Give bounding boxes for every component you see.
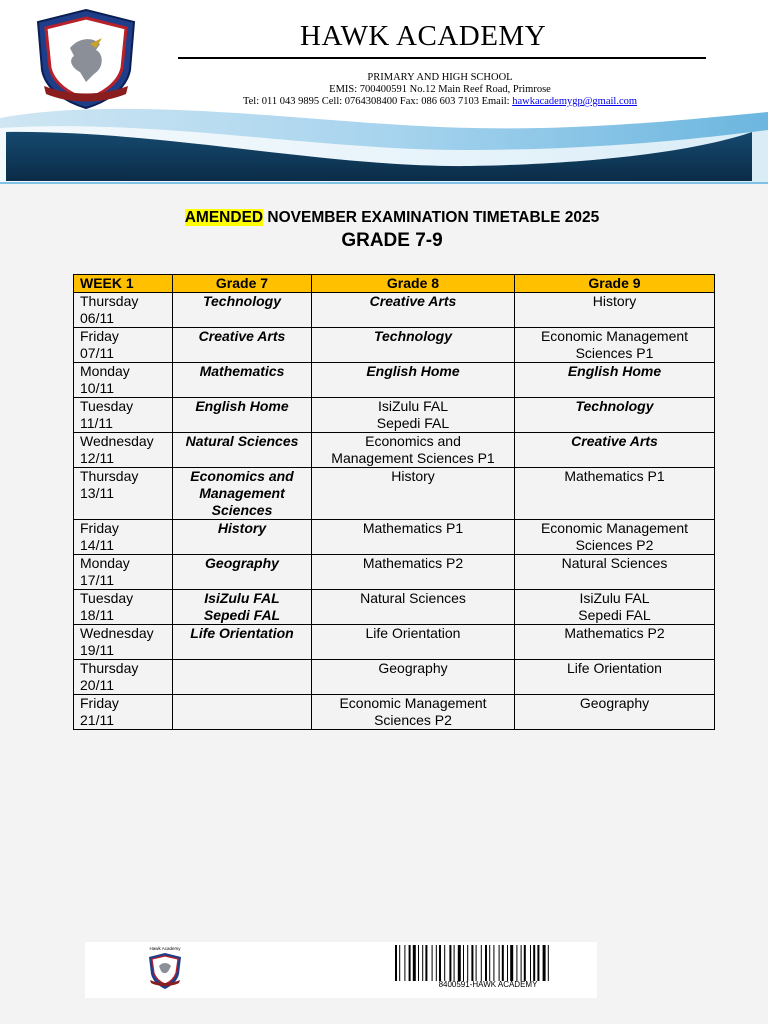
day-cell: Monday 10/11 [74,363,173,398]
grade-9-cell: Economic Management Sciences P2 [515,520,715,555]
barcode-bar [444,945,445,981]
day-cell: Thursday 13/11 [74,468,173,520]
barcode-bar [458,945,461,981]
barcode-bar [516,945,517,981]
barcode-bar [543,945,546,981]
grade-8-cell: Life Orientation [312,625,515,660]
timetable-row [74,625,715,660]
grade-7-cell: Technology [173,293,312,328]
timetable-row [74,433,715,468]
grade-7-cell [173,695,312,730]
grade-8-cell: Creative Arts [312,293,515,328]
grade-7-cell: Mathematics [173,363,312,398]
barcode-bar [499,945,500,981]
grade-8-cell: IsiZulu FAL Sepedi FAL [312,398,515,433]
grade-9-cell: History [515,293,715,328]
barcode-bar [418,945,419,981]
grade-8-cell: Mathematics P1 [312,520,515,555]
grade-7-cell: Life Orientation [173,625,312,660]
timetable-row [74,520,715,555]
document-title [0,209,768,227]
barcode-bar [481,945,482,981]
grade-subtitle: GRADE 7-9 [341,230,443,251]
day-cell: Friday 21/11 [74,695,173,730]
barcode-bar [476,945,477,981]
grade-7-cell: Economics and Management Sciences [173,468,312,520]
timetable-row [74,328,715,363]
day-cell: Tuesday 11/11 [74,398,173,433]
timetable-header-row [74,275,715,293]
day-cell: Friday 14/11 [74,520,173,555]
barcode-bar [521,945,522,981]
footer-logo-text: Hawk Academy [149,946,181,951]
document-title-text: NOVEMBER EXAMINATION TIMETABLE 2025 [263,209,600,226]
grade-9-cell: Technology [515,398,715,433]
day-cell: Tuesday 18/11 [74,590,173,625]
barcode-bar [422,945,423,981]
grade-7-cell [173,660,312,695]
day-cell: Thursday 20/11 [74,660,173,695]
grade-9-cell: Life Orientation [515,660,715,695]
day-cell: Wednesday 19/11 [74,625,173,660]
barcode-bar [548,945,549,981]
barcode-bar [395,945,397,981]
barcode-bar [507,945,508,981]
timetable-row [74,398,715,433]
barcode-bar [425,945,427,981]
barcode-bar [502,945,504,981]
day-cell: Wednesday 12/11 [74,433,173,468]
contact-line [0,96,768,108]
barcode-bar [413,945,416,981]
contact-numbers: Tel: 011 043 9895 Cell: 0764308400 Fax: 086 603 7103 Email: [242,96,513,107]
grade-8-cell: Economics and Management Sciences P1 [312,433,515,468]
barcode-bar [493,945,494,981]
grade-9-cell: Natural Sciences [515,555,715,590]
grade-9-cell: English Home [515,363,715,398]
barcode-bar [409,945,411,981]
footer-crest-icon [143,944,187,992]
grade-8-cell: Natural Sciences [312,590,515,625]
barcode-bar [510,945,513,981]
barcode-bar [489,945,490,981]
grade-7-cell: Natural Sciences [173,433,312,468]
barcode-bar [449,945,451,981]
grade-7-cell: Geography [173,555,312,590]
grade-7-cell: English Home [173,398,312,433]
barcode-bar [404,945,405,981]
barcode-bar [463,945,464,981]
barcode-bar [436,945,437,981]
barcode-bar [439,945,441,981]
header-week: WEEK 1 [74,275,173,293]
barcode-bar [467,945,468,981]
barcode-bar [432,945,433,981]
grade-8-cell: Technology [312,328,515,363]
email-link[interactable]: hawkacademygp@gmail.com [512,96,638,107]
grade-9-cell: Geography [515,695,715,730]
timetable-row [74,555,715,590]
barcode-bar [537,945,539,981]
letterhead [0,0,768,184]
day-cell: Friday 07/11 [74,328,173,363]
barcode-bar [524,945,526,981]
timetable-row [74,695,715,730]
barcode-label: 8400591-HAWK ACADEMY [438,980,538,989]
emis-address: EMIS: 700400591 No.12 Main Reef Road, Primrose [329,84,551,95]
title-underline [178,57,706,59]
barcode-bar [454,945,455,981]
timetable-row [74,590,715,625]
barcode-bar [530,945,531,981]
timetable-row [74,468,715,520]
day-cell: Thursday 06/11 [74,293,173,328]
grade-8-cell: Mathematics P2 [312,555,515,590]
exam-timetable [73,274,715,730]
amended-highlight: AMENDED [184,209,264,226]
school-type: PRIMARY AND HIGH SCHOOL [367,72,513,83]
grade-9-cell: Economic Management Sciences P1 [515,328,715,363]
grade-8-cell: Geography [312,660,515,695]
day-cell: Monday 17/11 [74,555,173,590]
timetable-row [74,293,715,328]
barcode-bar [485,945,487,981]
grade-8-cell: English Home [312,363,515,398]
footer-strip [85,942,597,998]
grade-9-cell: Mathematics P1 [515,468,715,520]
grade-9-cell: Creative Arts [515,433,715,468]
grade-7-cell: Creative Arts [173,328,312,363]
school-name: HAWK ACADEMY [300,20,547,52]
barcode-icon [395,945,581,981]
barcode-bar [471,945,473,981]
timetable-row [74,363,715,398]
grade-9-cell: Mathematics P2 [515,625,715,660]
grade-9-cell: IsiZulu FAL Sepedi FAL [515,590,715,625]
grade-7-cell: History [173,520,312,555]
grade-7-cell: IsiZulu FAL Sepedi FAL [173,590,312,625]
barcode-bar [533,945,535,981]
grade-8-cell: Economic Management Sciences P2 [312,695,515,730]
timetable-row [74,660,715,695]
header-grade-8: Grade 8 [312,275,515,293]
header-grade-9: Grade 9 [515,275,715,293]
barcode-bar [399,945,400,981]
header-grade-7: Grade 7 [173,275,312,293]
grade-8-cell: History [312,468,515,520]
